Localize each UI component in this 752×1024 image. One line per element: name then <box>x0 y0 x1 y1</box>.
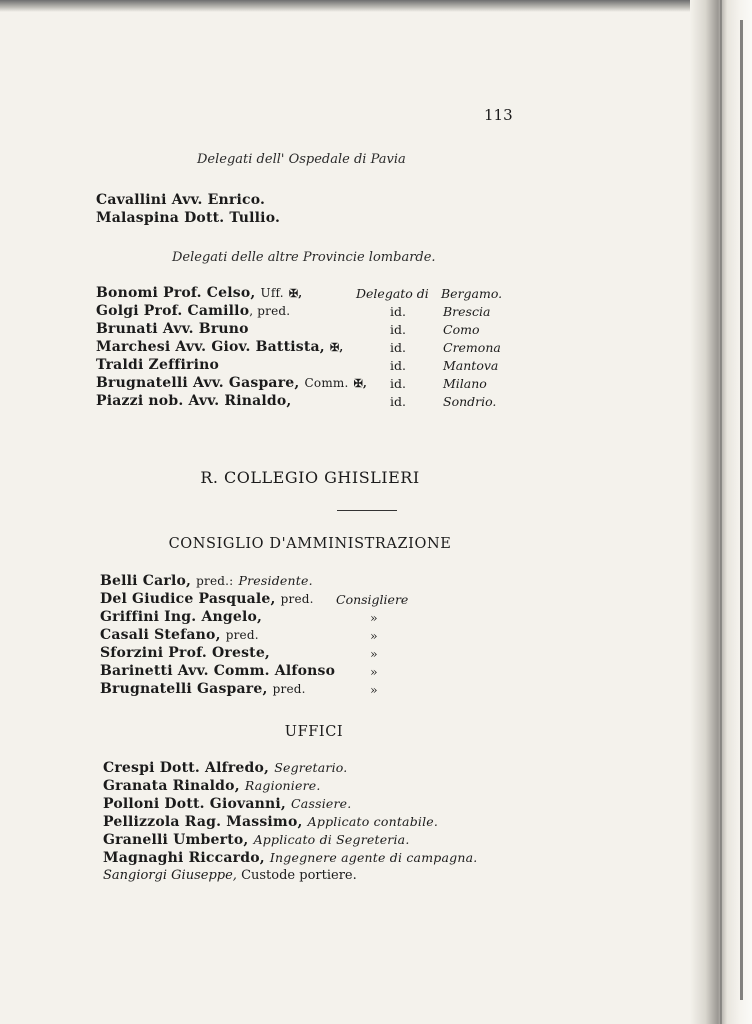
ospedale-heading: Delegati dell' Ospedale di Pavia <box>197 152 406 167</box>
consiglio-row <box>100 663 335 679</box>
ditto-mark: » <box>370 610 378 625</box>
member-note: pred. <box>272 682 306 696</box>
member-name: Casali Stefano, <box>100 627 221 643</box>
delegate-place: Brescia <box>443 304 491 319</box>
ospedale-member: Cavallini Avv. Enrico. <box>96 192 266 208</box>
member-role: Consigliere <box>336 592 409 607</box>
staff-name: Crespi Dott. Alfredo, <box>103 760 270 776</box>
staff-role: Applicato di Segreteria. <box>253 832 410 847</box>
staff-name: Magnaghi Riccardo, <box>103 850 265 866</box>
consiglio-row <box>100 627 259 643</box>
ufficio-row <box>103 760 347 776</box>
delegate-name: Brunati Avv. Bruno <box>96 321 249 337</box>
member-name: Barinetti Avv. Comm. Alfonso <box>100 663 336 679</box>
ditto-mark: » <box>370 628 378 643</box>
member-role: Presidente. <box>238 573 313 588</box>
staff-role: Segretario. <box>274 760 348 775</box>
delegate-place: Mantova <box>443 358 499 373</box>
delegate-role: id. <box>390 394 406 409</box>
province-row <box>96 393 292 409</box>
consiglio-row <box>100 645 270 661</box>
delegate-place: Sondrio. <box>443 394 497 409</box>
delegate-place: Milano <box>443 376 487 391</box>
staff-role: Ragioniere. <box>244 778 321 793</box>
consiglio-row <box>100 609 262 625</box>
section-divider <box>337 510 397 511</box>
delegate-name: Traldi Zeffirino <box>96 357 220 373</box>
member-note: pred.: <box>196 574 234 588</box>
ditto-mark: » <box>370 682 378 697</box>
member-name: Del Giudice Pasquale, <box>100 591 276 607</box>
staff-name: Polloni Dott. Giovanni, <box>103 796 286 812</box>
delegate-name: Brugnatelli Avv. Gaspare, <box>96 375 300 391</box>
cross-icon: ✠, <box>353 377 368 390</box>
delegate-role: id. <box>390 322 406 337</box>
ufficio-row <box>103 832 410 848</box>
ospedale-member: Malaspina Dott. Tullio. <box>96 210 281 226</box>
delegate-title: Uff. <box>260 286 284 300</box>
province-row <box>96 357 219 373</box>
staff-role: Cassiere. <box>291 796 352 811</box>
delegate-role: Delegato di <box>356 286 429 301</box>
delegate-name: Marchesi Avv. Giov. Battista, <box>96 339 325 355</box>
ufficio-row <box>103 796 351 812</box>
province-heading: Delegati delle altre Provincie lombarde. <box>172 250 436 265</box>
staff-role: Applicato contabile. <box>307 814 439 829</box>
member-name: Griffini Ing. Angelo, <box>100 609 263 625</box>
staff-name: Sangiorgi Giuseppe, <box>103 868 237 883</box>
uffici-heading: UFFICI <box>284 724 344 740</box>
ufficio-row <box>103 778 321 794</box>
page-edge-shadow <box>740 20 743 1000</box>
member-note: pred. <box>280 592 314 606</box>
delegate-role: id. <box>390 340 406 355</box>
ditto-mark: » <box>370 646 378 661</box>
ufficio-row <box>103 868 357 883</box>
member-name: Sforzini Prof. Oreste, <box>100 645 271 661</box>
delegate-title: Comm. <box>304 376 349 390</box>
delegate-title: , pred. <box>249 304 291 318</box>
consiglio-row <box>100 573 313 589</box>
province-row <box>96 321 249 337</box>
province-row <box>96 303 290 319</box>
ditto-mark: » <box>370 664 378 679</box>
page-edge-line <box>720 0 722 1024</box>
province-row <box>96 339 343 355</box>
delegate-place: Cremona <box>443 340 501 355</box>
staff-name: Pellizzola Rag. Massimo, <box>103 814 303 830</box>
consiglio-row <box>100 681 306 697</box>
ufficio-row <box>103 814 438 830</box>
delegate-role: id. <box>390 376 406 391</box>
delegate-name: Piazzi nob. Avv. Rinaldo, <box>96 393 292 409</box>
staff-role: Ingegnere agente di campagna. <box>269 850 478 865</box>
cross-icon: ✠, <box>329 341 344 354</box>
delegate-role: id. <box>390 304 406 319</box>
ufficio-row <box>103 850 477 866</box>
consiglio-heading: CONSIGLIO D'AMMINISTRAZIONE <box>168 536 452 552</box>
delegate-name: Golgi Prof. Camillo <box>96 303 250 319</box>
staff-name: Granata Rinaldo, <box>103 778 240 794</box>
member-name: Brugnatelli Gaspare, <box>100 681 268 697</box>
delegate-place: Como <box>443 322 480 337</box>
delegate-role: id. <box>390 358 406 373</box>
member-name: Belli Carlo, <box>100 573 192 589</box>
cross-icon: ✠, <box>288 287 303 300</box>
delegate-place: Bergamo. <box>441 286 503 301</box>
consiglio-row <box>100 591 314 607</box>
province-row <box>96 285 302 301</box>
province-row <box>96 375 367 391</box>
staff-role: Custode portiere. <box>241 868 357 883</box>
page-number: 113 <box>484 106 513 124</box>
delegate-name: Bonomi Prof. Celso, <box>96 285 256 301</box>
page-top-edge <box>0 0 700 12</box>
member-note: pred. <box>225 628 259 642</box>
staff-name: Granelli Umberto, <box>103 832 249 848</box>
collegio-title: R. COLLEGIO GHISLIERI <box>200 468 420 487</box>
